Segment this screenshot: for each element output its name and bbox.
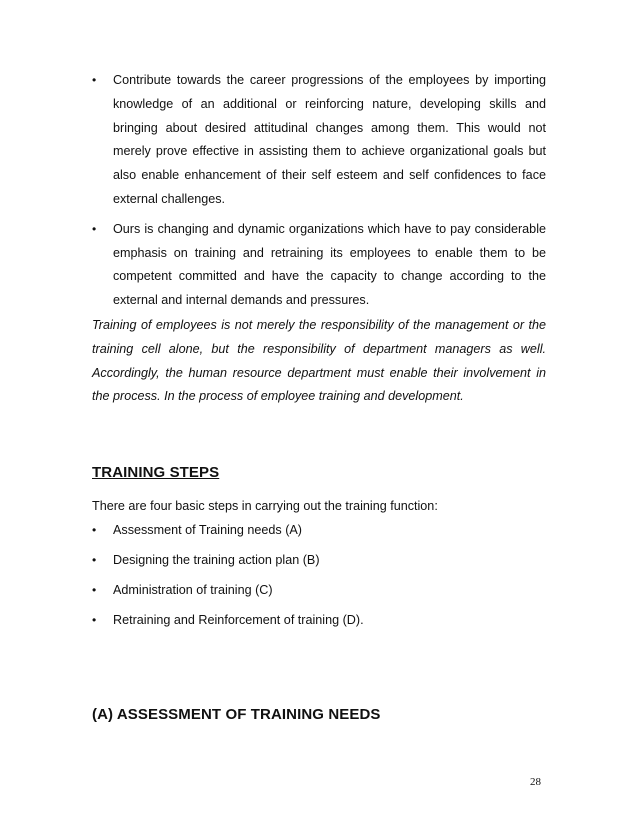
list-item: [92, 521, 546, 539]
training-steps-list: [92, 521, 546, 641]
section-a-heading: (A) ASSESSMENT OF TRAINING NEEDS: [92, 706, 381, 723]
bullet-text: Ours is changing and dynamic organizations which have to pay considerable emphasis on training and retraining its employees to enable them to be competent committed and have the capacity to change according to the external and internal demands and pressures.: [113, 221, 546, 308]
list-item: [92, 69, 546, 212]
list-item: [92, 551, 546, 569]
bullet-text: Contribute towards the career progressions of the employees by importing knowledge of an additional or reinforcing nature, developing skills and bringing about desired attitudinal changes among them. This would not merely prove effective in assisting them to achieve organizational goals but also enable enhancement of their self esteem and self confidences to face external challenges.: [113, 73, 546, 206]
list-item: [92, 218, 546, 313]
bullet-icon: •: [92, 221, 97, 236]
training-steps-heading: TRAINING STEPS: [92, 464, 220, 481]
step-text: Administration of training (C): [113, 583, 273, 597]
step-text: Assessment of Training needs (A): [113, 523, 302, 537]
list-item: [92, 611, 546, 629]
list-item: [92, 581, 546, 599]
bullet-icon: •: [92, 553, 97, 567]
training-steps-intro: There are four basic steps in carrying out the training function:: [92, 499, 438, 513]
page-number: 28: [530, 776, 541, 788]
italic-paragraph: Training of employees is not merely the responsibility of the management or the training cell alone, but the responsibility of department managers as well. Accordingly, the human resource department must enable their involvement in the process. In the process of employee training and development.: [92, 318, 546, 404]
step-text: Designing the training action plan (B): [113, 553, 320, 567]
bullet-list: [92, 69, 546, 313]
step-text: Retraining and Reinforcement of training (D).: [113, 613, 364, 627]
bullet-icon: •: [92, 73, 97, 87]
bullet-icon: •: [92, 583, 97, 597]
bullet-icon: •: [92, 523, 97, 537]
bullet-icon: •: [92, 613, 97, 627]
